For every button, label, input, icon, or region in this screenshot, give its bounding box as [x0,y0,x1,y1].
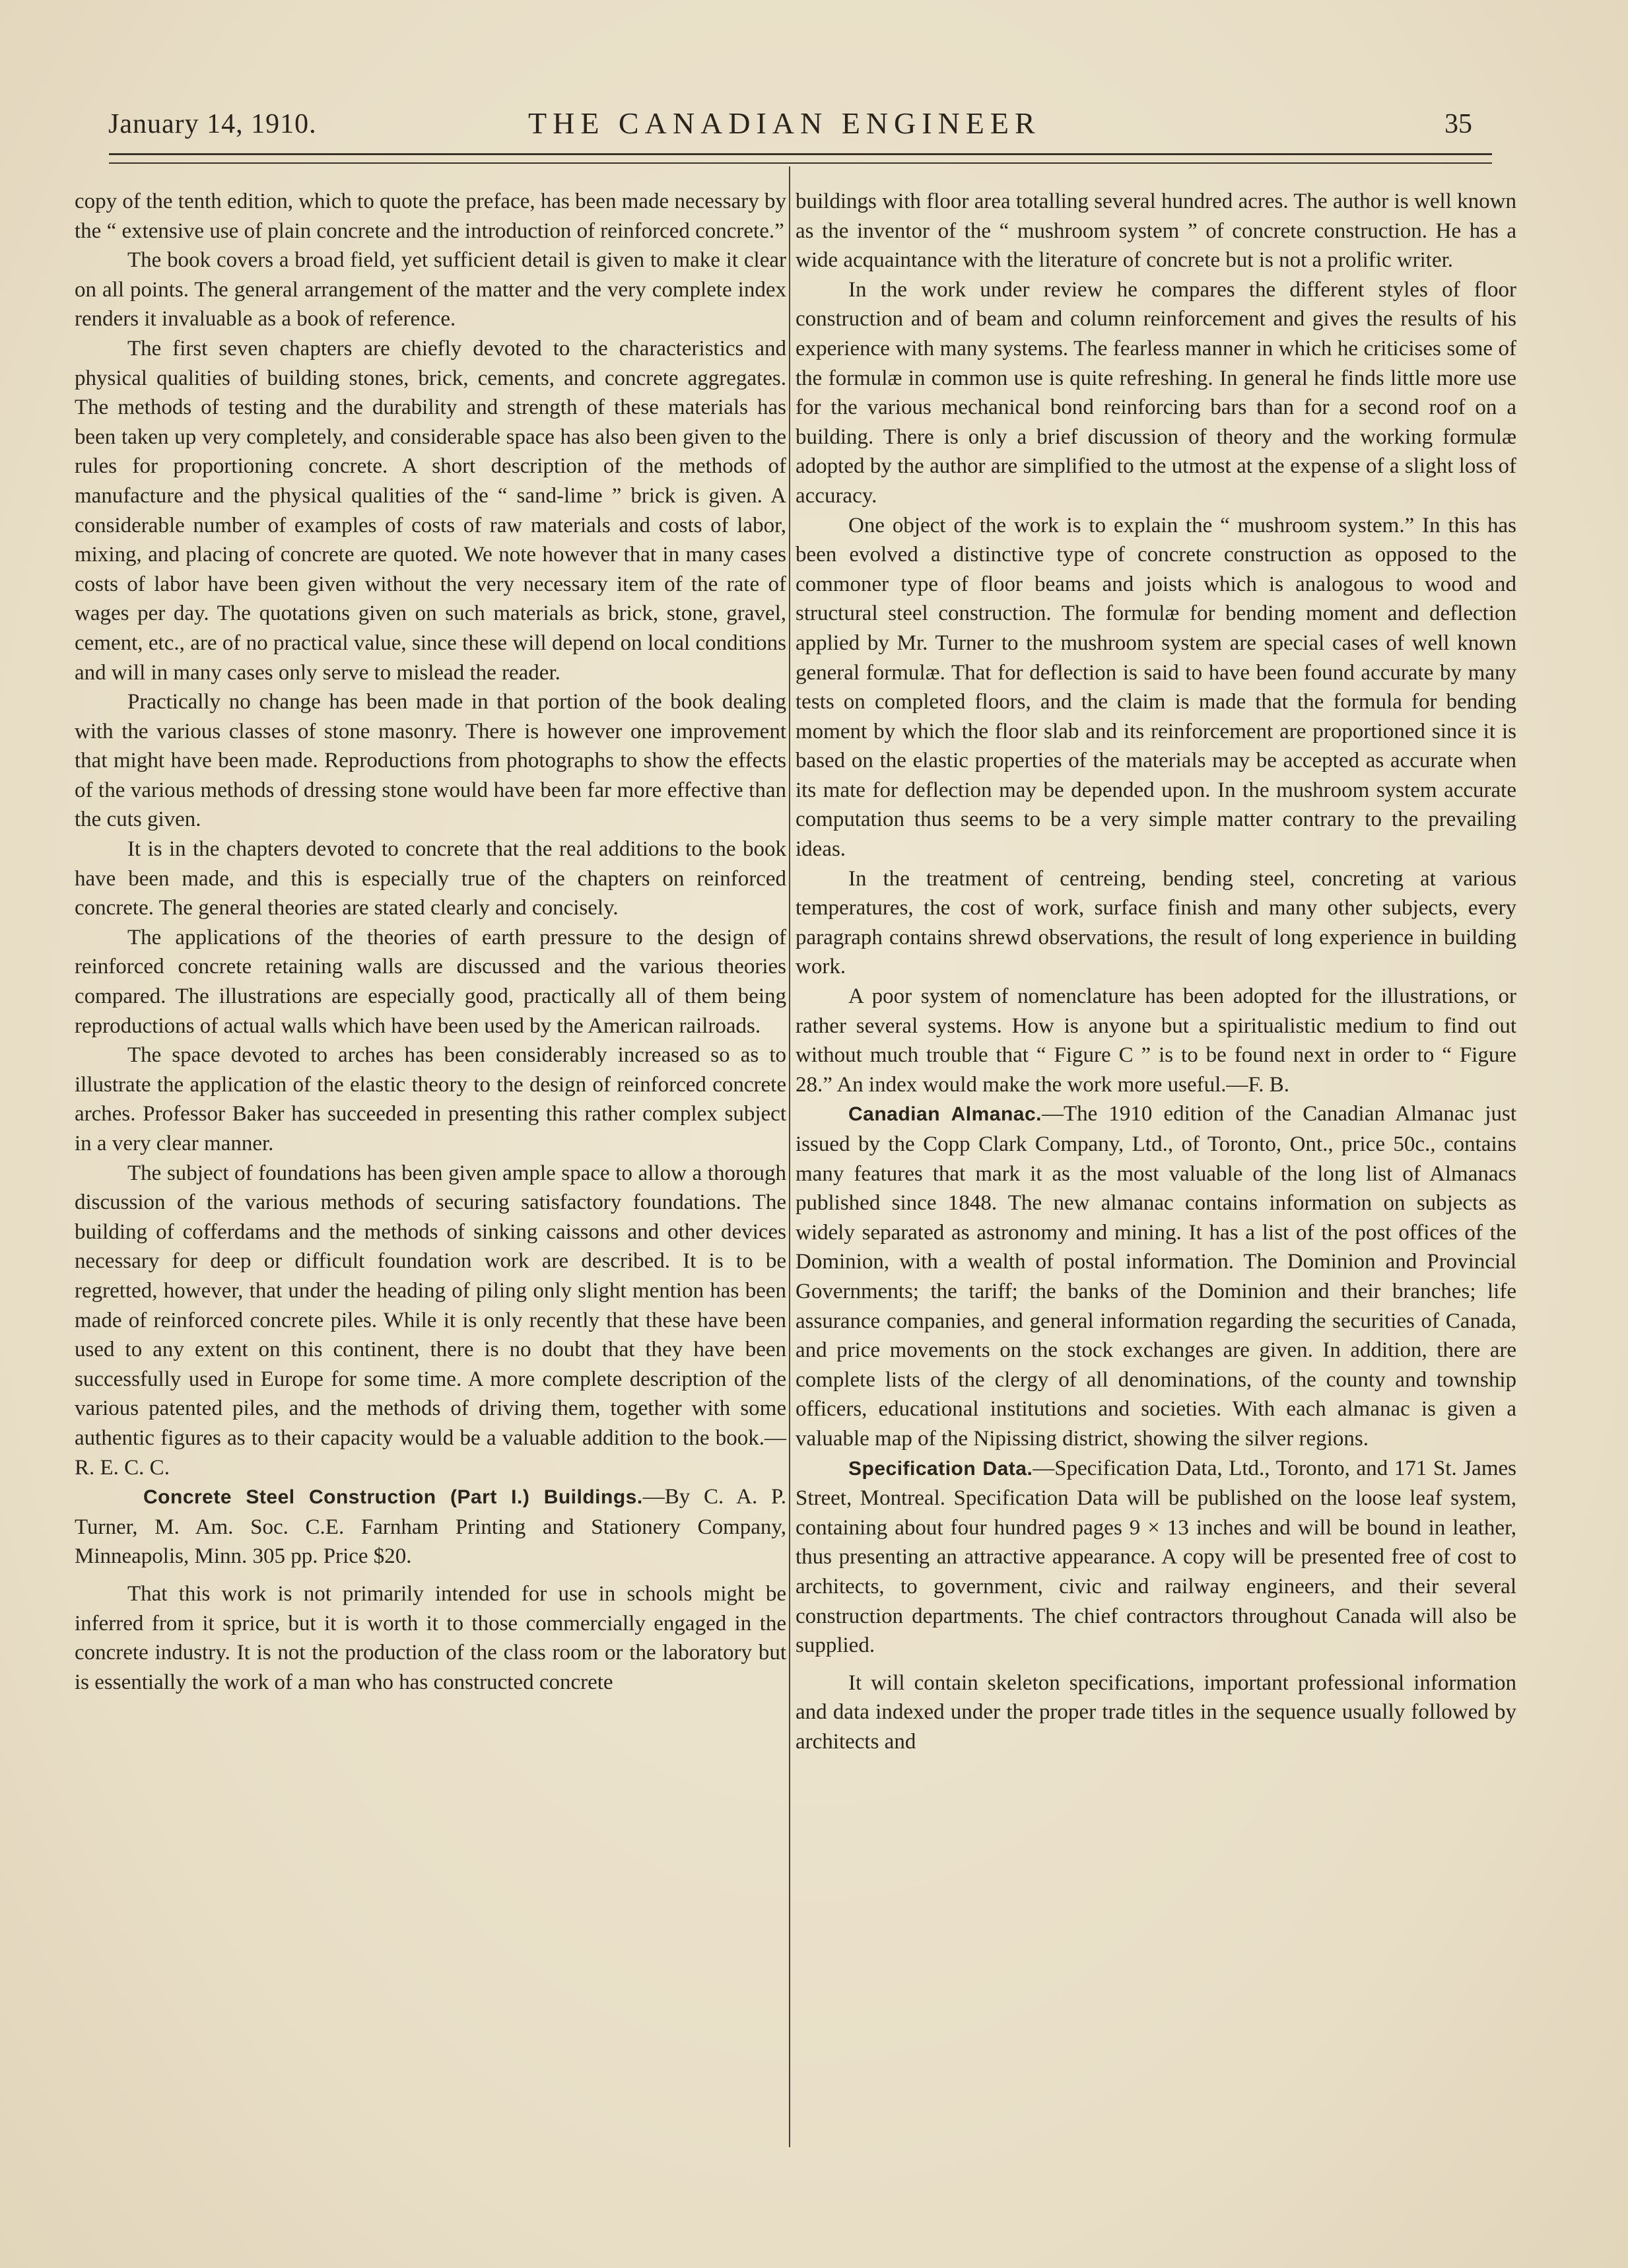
paragraph: In the treatment of centreing, bending steel, concreting at various temperatures, the cost of work, surface finish and many other subjects, every paragraph contains shrewd observations, the result of long experience in building work. [796,866,1516,979]
paragraph: It will contain skeleton specifications, important professional information and data indexed under the proper trade titles in the sequence usually followed by architects and [796,1670,1516,1754]
paragraph: The book covers a broad field, yet sufficient detail is given to make it clear on all points. The general arrangement of the matter and the very complete index renders it invaluable as a book of reference. [75,248,786,331]
header-rule-top [109,153,1492,155]
paragraph: That this work is not primarily intended for use in schools might be inferred from it sprice, but it is worth it to those commercially engaged in the concrete industry. It is not the production of the class room or the laboratory but is essentially the work of a man who has constructed concrete [75,1581,786,1694]
paragraph: The applications of the theories of earth pressure to the design of reinforced concrete retaining walls are discussed and the various theories compared. The illustrations are especially good, practically all of them being reproductions of actual walls which have been used by the American railroads. [75,925,786,1038]
paragraph: It is in the chapters devoted to concrete that the real additions to the book have been made, and this is especially true of the chapters on reinforced concrete. The general theories are stated clearly and concisely. [75,837,786,920]
page-header [106,106,1492,145]
column-divider [789,166,790,2147]
header-rule-bottom [109,162,1492,164]
paragraph: In the work under review he compares the different styles of floor construction and of beam and column reinforcement and gives the results of his experience with many systems. The fearless manner in which he criticises some of the formulæ in common use is quite refreshing. In general he finds little more use for the various mechanical bond reinforcing bars than for a second roof on a building. There is only a brief discussion of theory and the working formulæ adopted by the author are simplified to the utmost at the expense of a slight loss of accuracy. [796,277,1516,508]
paragraph: Practically no change has been made in that portion of the book dealing with the various classes of stone masonry. There is however one improvement that might have been made. Reproductions from photographs to show the effects of the various methods of dressing stone would have been far more effective than the cuts given. [75,690,786,832]
specification-text: —Specification Data, Ltd., Toronto, and 171 St. James Street, Montreal. Specification Data will be published on the loose leaf system, containing about four hundred pages 9 × 13 inches and will be bound in leather, thus presenting an attractive appearance. A copy will be presented free of cost to architects, to government, civic and railway engineers, and their several construction departments. The chief contractors throughout Canada will also be supplied. [796,1456,1516,1658]
almanac-heading: Canadian Almanac. [848,1103,1042,1126]
left-column [75,187,786,1697]
publication-title: THE CANADIAN ENGINEER [528,106,1041,140]
paragraph: One object of the work is to explain the “ mushroom system.” In this has been evolved a distinctive type of concrete construction as opposed to the commoner type of floor beams and joists which is analogous to wood and structural steel construction. The formulæ for bending moment and deflection applied by Mr. Turner to the mushroom system are special cases of well known general formulæ. That for deflection is said to have been found accurate by many tests on completed floors, and the claim is made that the formula for bending moment by which the floor slab and its reinforcement are proportioned since it is based on the elastic properties of the materials may be accepted as accurate when its mate for deflection may be depended upon. In the mushroom system accurate computation thus seems to be a very simple matter contrary to the prevailing ideas. [796,513,1516,862]
specification-entry [796,1454,1516,1661]
issue-date: January 14, 1910. [108,109,317,139]
paragraph: copy of the tenth edition, which to quote the preface, has been made necessary by the “ extensive use of plain concrete and the introduction of reinforced concrete.” [75,189,786,243]
almanac-entry [796,1099,1516,1453]
page-number: 35 [1444,109,1472,139]
paragraph: A poor system of nomenclature has been adopted for the illustrations, or rather several systems. How is anyone but a spiritualistic medium to find out without much trouble that “ Figure C ” is to be found next in order to “ Figure 28.” An index would make the work more useful.—F. B. [796,984,1516,1097]
paragraph: buildings with floor area totalling several hundred acres. The author is well known as the inventor of the “ mushroom system ” of concrete construction. He has a wide acquaintance with the literature of concrete but is not a prolific writer. [796,189,1516,273]
right-column [796,187,1516,1756]
almanac-text: —The 1910 edition of the Canadian Almanac just issued by the Copp Clark Company, Ltd., of Toronto, Ont., price 50c., contains many features that mark it as the most valuable of the long list of Almanacs published since 1848. The new almanac contains information on subjects as widely separated as astronomy and mining. It has a list of the post offices of the Dominion, with a wealth of postal information. The Dominion and Provincial Governments; the tariff; the banks of the Dominion and their branches; life assurance companies, and general information regarding the securities of Canada, and price movements on the stock exchanges are given. In addition, there are complete lists of the clergy of all denominations, of the county and township officers, educational institutions and societies. With each almanac is given a valuable map of the Nipissing district, showing the silver regions. [796,1102,1516,1451]
review-heading: Concrete Steel Construction (Part I.) Buildings. [143,1486,643,1509]
review-details: —By C. A. P. Turner, M. Am. Soc. C.E. Farnham Printing and Stationery Company, Minneapolis, Minn. 305 pp. Price $20. [75,1485,786,1569]
paragraph: The first seven chapters are chiefly devoted to the characteristics and physical qualities of building stones, brick, cements, and concrete aggregates. The methods of testing and the durability and strength of these materials has been taken up very completely, and considerable space has also been given to the rules for proportioning concrete. A short description of the methods of manufacture and the physical qualities of the “ sand-lime ” brick is given. A considerable number of examples of costs of raw materials and costs of labor, mixing, and placing of concrete are quoted. We note however that in many cases costs of labor have been given without the very necessary item of the rate of wages per day. The quotations given on such materials as brick, stone, gravel, cement, etc., are of no practical value, since these will depend on local conditions and will in many cases only serve to mislead the reader. [75,336,786,685]
specification-heading: Specification Data. [848,1457,1033,1480]
book-review-entry [75,1482,786,1571]
paragraph: The space devoted to arches has been considerably increased so as to illustrate the application of the elastic theory to the design of reinforced concrete arches. Professor Baker has succeeded in presenting this rather complex subject in a very clear manner. [75,1043,786,1155]
paragraph: The subject of foundations has been given ample space to allow a thorough discussion of the various methods of securing satisfactory foundations. The building of cofferdams and the methods of sinking caissons and other devices necessary for deep or difficult foundation work are described. It is to be regretted, however, that under the heading of piling only slight mention has been made of reinforced concrete piles. While it is only recently that these have been used to any extent on this continent, there is no doubt that they have been successfully used in Europe for some time. A more complete description of the various patented piles, and the methods of driving them, together with some authentic figures as to their capacity would be a valuable addition to the book.—R. E. C. C. [75,1161,786,1480]
